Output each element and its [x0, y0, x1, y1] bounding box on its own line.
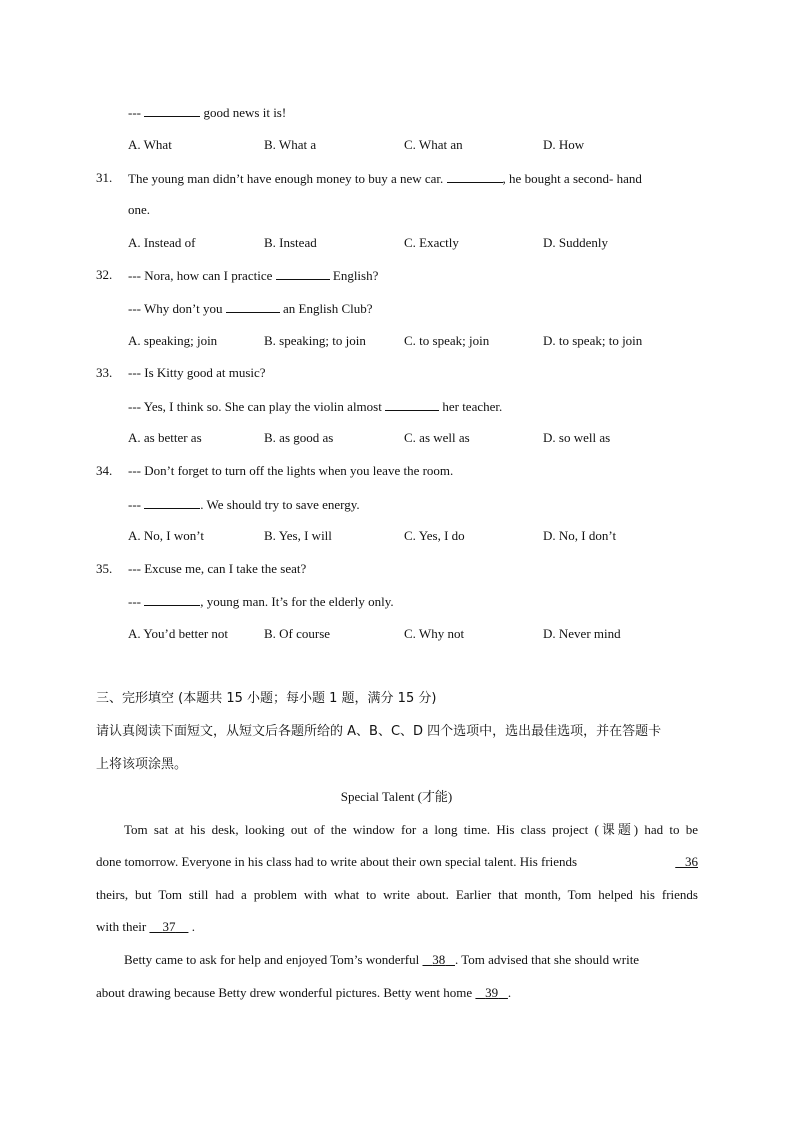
option-d[interactable]: D. to speak; to join — [543, 333, 643, 348]
option-c[interactable]: C. What an — [404, 137, 463, 152]
passage-line — [96, 854, 698, 870]
blank-number: 37 — [162, 919, 176, 934]
answer-blank — [226, 300, 280, 313]
q32-line2 — [128, 300, 373, 317]
answer-blank — [447, 170, 503, 183]
q32-text2-cont: an English Club? — [282, 301, 373, 316]
q31-line1 — [128, 170, 698, 187]
question-number: 32. — [96, 267, 113, 282]
q34-dash: --- — [128, 497, 141, 512]
option-b[interactable]: B. Yes, I will — [264, 528, 332, 543]
answer-blank — [144, 496, 200, 509]
passage-line: theirs, but Tom still had a problem with what to write about. Earlier that month, Tom helped his friends — [96, 887, 698, 902]
option-d[interactable]: D. How — [543, 137, 585, 152]
question-number: 33. — [96, 365, 113, 380]
q32-text: --- Nora, how can I practice — [128, 268, 273, 283]
section-instruction: 请认真阅读下面短文，从短文后各题所给的 A、B、C、D 四个选项中，选出最佳选项，并在答题卡 — [96, 724, 662, 739]
question-number: 35. — [96, 561, 113, 576]
q35-text2: , young man. It’s for the elderly only. — [200, 594, 394, 609]
q35-text: --- Excuse me, can I take the seat? — [128, 561, 307, 576]
passage-line: Tom sat at his desk, looking out of the window for a long time. His class project (课题) had to be — [124, 822, 698, 837]
passage-text: about drawing because Betty drew wonderful pictures. Betty went home — [96, 985, 473, 1000]
option-a[interactable]: A. What — [128, 137, 172, 152]
option-c[interactable]: C. as well as — [404, 430, 470, 445]
blank-number: 39 — [485, 985, 499, 1000]
passage-text: done tomorrow. Everyone in his class had to write about their own special talent. His friends — [96, 854, 578, 869]
option-c[interactable]: C. Yes, I do — [404, 528, 465, 543]
answer-blank — [144, 593, 200, 606]
question-number: 34. — [96, 463, 113, 478]
passage-text: with their — [96, 919, 147, 934]
section-heading: 三、完形填空 (本题共 15 小题；每小题 1 题，满分 15 分) — [96, 691, 437, 706]
q32-text-cont: English? — [332, 268, 379, 283]
q32-line1 — [128, 267, 378, 284]
option-b[interactable]: B. What a — [264, 137, 317, 152]
q31-text-wrap: one. — [128, 202, 151, 217]
option-a[interactable]: A. Instead of — [128, 235, 196, 250]
passage-title: Special Talent (才能) — [340, 789, 453, 804]
option-b[interactable]: B. Of course — [264, 626, 331, 641]
option-a[interactable]: A. No, I won’t — [128, 528, 204, 543]
cloze-blank-37 — [149, 919, 188, 934]
cloze-blank-36 — [667, 854, 698, 870]
q34-text: --- Don’t forget to turn off the lights when you leave the room. — [128, 463, 454, 478]
answer-blank — [276, 267, 330, 280]
passage-text: . — [507, 985, 512, 1000]
q30-dash: --- — [128, 105, 141, 120]
answer-blank — [385, 398, 439, 411]
option-a[interactable]: A. You’d better not — [128, 626, 229, 641]
option-b[interactable]: B. speaking; to join — [264, 333, 366, 348]
q31-text-cont: , he bought a second- hand — [502, 171, 642, 186]
option-b[interactable]: B. as good as — [264, 430, 334, 445]
passage-text: . — [191, 919, 195, 934]
passage-text: Betty came to ask for help and enjoyed Tom’s wonderful — [124, 952, 420, 967]
option-d[interactable]: D. Suddenly — [543, 235, 608, 250]
q35-line2 — [128, 593, 394, 610]
passage-line — [96, 985, 511, 1001]
q33-text2-cont: her teacher. — [442, 399, 503, 414]
question-number: 31. — [96, 170, 113, 185]
option-b[interactable]: B. Instead — [264, 235, 317, 250]
option-c[interactable]: C. Why not — [404, 626, 465, 641]
option-c[interactable]: C. Exactly — [404, 235, 459, 250]
passage-line — [124, 952, 639, 968]
q34-text2: . We should try to save energy. — [200, 497, 360, 512]
passage-line — [96, 919, 195, 935]
passage-text: . Tom advised that she should write — [455, 952, 640, 967]
option-d[interactable]: D. No, I don’t — [543, 528, 617, 543]
q30-line2 — [128, 104, 286, 121]
q33-text: --- Is Kitty good at music? — [128, 365, 266, 380]
cloze-blank-38 — [423, 952, 456, 967]
q33-line2 — [128, 398, 502, 415]
section-instruction-cont: 上将该项涂黑。 — [96, 757, 188, 772]
option-a[interactable]: A. speaking; join — [128, 333, 218, 348]
q33-text2: --- Yes, I think so. She can play the violin almost — [128, 399, 382, 414]
q35-dash: --- — [128, 594, 141, 609]
option-d[interactable]: D. Never mind — [543, 626, 621, 641]
q30-text: good news it is! — [203, 105, 287, 120]
q32-text2: --- Why don’t you — [128, 301, 223, 316]
option-a[interactable]: A. as better as — [128, 430, 202, 445]
option-c[interactable]: C. to speak; join — [404, 333, 490, 348]
blank-number: 36 — [685, 854, 698, 869]
q34-line2 — [128, 496, 360, 513]
option-d[interactable]: D. so well as — [543, 430, 611, 445]
cloze-blank-39 — [475, 985, 508, 1000]
answer-blank — [144, 104, 200, 117]
q31-text: The young man didn’t have enough money to buy a new car. — [128, 171, 444, 186]
blank-number: 38 — [432, 952, 446, 967]
